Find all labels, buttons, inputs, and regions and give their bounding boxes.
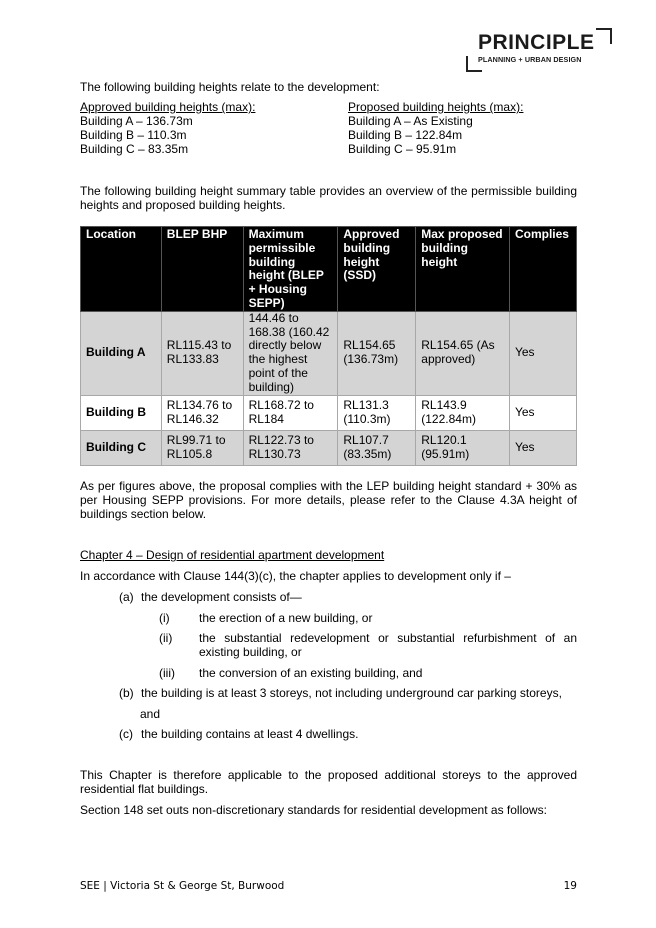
page-footer [80,880,577,892]
cell-complies: Yes [509,395,576,430]
table-header-row [81,227,577,312]
proposed-item: Building B – 122.84m [348,128,463,142]
compliance-paragraph: As per figures above, the proposal complies with the LEP building height standard + 30% as per Housing SEPP provisions. For more details, please refer to the Clause 4.3A height of buildings section below. [80,479,577,521]
col-header-approved: Approved building height (SSD) [338,227,416,312]
cell-max-proposed: RL143.9 (122.84m) [416,395,510,430]
clause-c-label: (c) [119,727,133,741]
cell-max-permissible: RL122.73 to RL130.73 [243,430,338,465]
cell-approved: RL131.3 (110.3m) [338,395,416,430]
clause-c-text: the building contains at least 4 dwellings. [141,727,359,741]
proposed-item: Building A – As Existing [348,114,473,128]
cell-blep-bhp: RL99.71 to RL105.8 [161,430,243,465]
approved-item: Building B – 110.3m [80,128,187,142]
logo-name: PRINCIPLE [478,31,595,54]
proposed-heights [348,100,523,156]
clause-a-text: the development consists of— [141,590,302,604]
cell-max-proposed: RL120.1 (95.91m) [416,430,510,465]
col-header-complies: Complies [509,227,576,312]
clause-intro: In accordance with Clause 144(3)(c), the chapter applies to development only if – [80,569,511,583]
clause-b-label: (b) [119,686,134,700]
proposed-item: Building C – 95.91m [348,142,457,156]
clause-i-label: (i) [159,611,170,625]
table-intro: The following building height summary table provides an overview of the permissible building heights and proposed building heights. [80,184,577,212]
approved-item: Building C – 83.35m [80,142,189,156]
cell-location: Building B [81,395,162,430]
cell-blep-bhp: RL115.43 to RL133.83 [161,311,243,395]
clause-b-text: the building is at least 3 storeys, not including underground car parking storeys, [141,686,562,700]
logo-bracket-bottom-left [466,56,482,72]
cell-max-permissible: RL168.72 to RL184 [243,395,338,430]
clause-ii-label: (ii) [159,631,173,645]
principle-logo [466,28,612,72]
cell-approved: RL107.7 (83.35m) [338,430,416,465]
cell-blep-bhp: RL134.76 to RL146.32 [161,395,243,430]
col-header-location: Location [81,227,162,312]
col-header-blep-bhp: BLEP BHP [161,227,243,312]
approved-item: Building A – 136.73m [80,114,193,128]
table-row [81,430,577,465]
clause-a-label: (a) [119,590,134,604]
cell-location: Building C [81,430,162,465]
approved-heights [80,100,255,156]
logo-bracket-top-right [596,28,612,44]
clause-b-continuation: and [140,707,161,721]
section-paragraph: Section 148 set outs non-discretionary standards for residential development as follows: [80,803,547,817]
chapter-heading: Chapter 4 – Design of residential apartment development [80,548,385,562]
intro-text: The following building heights relate to the development: [80,80,380,94]
logo-tagline: PLANNING + URBAN DESIGN [478,55,582,64]
col-header-max-permissible: Maximum permissible building height (BLEP + Housing SEPP) [243,227,338,312]
cell-approved: RL154.65 (136.73m) [338,311,416,395]
clause-iii-label: (iii) [159,666,175,680]
cell-complies: Yes [509,430,576,465]
clause-iii-text: the conversion of an existing building, and [199,666,423,680]
applicable-paragraph: This Chapter is therefore applicable to the proposed additional storeys to the approved residential flat buildings. [80,768,577,796]
proposed-heading: Proposed building heights (max): [348,100,524,114]
page-number: 19 [563,880,577,892]
cell-location: Building A [81,311,162,395]
approved-heading: Approved building heights (max): [80,100,256,114]
footer-document-title: SEE | Victoria St & George St, Burwood [80,880,285,892]
table-row [81,311,577,395]
height-summary-table [80,226,577,466]
cell-max-proposed: RL154.65 (As approved) [416,311,510,395]
clause-ii-text: the substantial redevelopment or substantial refurbishment of an existing building, or [199,631,577,659]
col-header-max-proposed: Max proposed building height [416,227,510,312]
clause-i-text: the erection of a new building, or [199,611,373,625]
cell-complies: Yes [509,311,576,395]
cell-max-permissible: 144.46 to 168.38 (160.42 directly below the highest point of the building) [243,311,338,395]
table-row [81,395,577,430]
